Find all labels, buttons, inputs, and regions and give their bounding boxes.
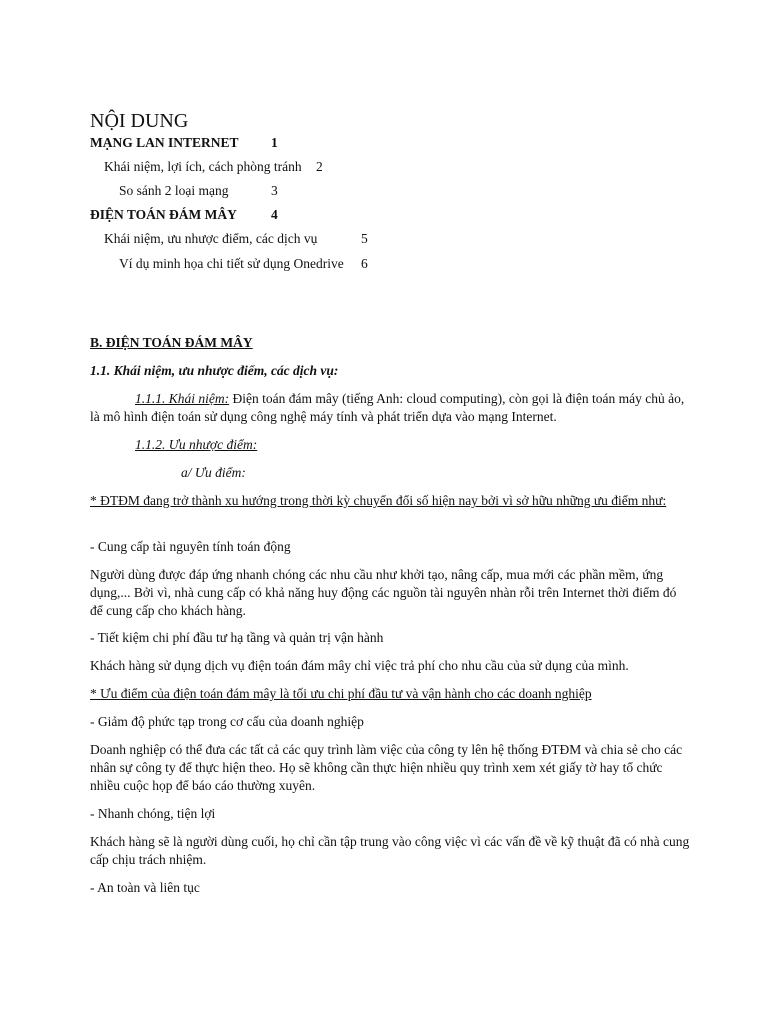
sub-heading: 1.1. Khái niệm, ưu nhược điểm, các dịch vụ:	[90, 363, 339, 378]
definition-text: Điện toán đám mây (tiếng Anh: cloud computing), còn gọi là điện toán máy chủ ảo, là mô hình điện toán sử dụng công nghệ máy tính và phát triển dựa vào mạng Internet.	[90, 391, 685, 424]
paragraph-7: - Giảm độ phức tạp trong cơ cấu của doanh nghiệp	[90, 714, 364, 729]
paragraph-3: Người dùng được đáp ứng nhanh chóng các nhu cầu như khởi tạo, nâng cấp, mua mới các phần mềm, ứng dụng,... Bởi vì, nhà cung cấp có khả năng huy động các nguồn tài nguyên nhàn rỗi trên Internet thời điểm đó để cung cấp cho khách hàng.	[90, 567, 677, 618]
advantages-label: a/ Ưu điểm:	[181, 465, 246, 480]
toc-entry-page: 1	[271, 135, 278, 150]
toc-entry-page: 5	[361, 231, 368, 246]
toc-entry-page: 2	[316, 159, 323, 174]
toc-entry-5: Khái niệm, ưu nhược điểm, các dịch vụ	[104, 231, 318, 246]
paragraph-11: - An toàn và liên tục	[90, 880, 200, 895]
paragraph-8: Doanh nghiệp có thể đưa các tất cả các quy trình làm việc của công ty lên hệ thống ĐTĐM và chia sẻ cho các nhân sự công ty để thực hiện theo. Họ sẽ không cần thực hiện nhiều quy trình xem xét giấy tờ hay tổ chức nhiều cuộc họp để báo cáo thường xuyên.	[90, 742, 683, 793]
paragraph-10: Khách hàng sẽ là người dùng cuối, họ chỉ cần tập trung vào công việc vì các vấn đề về kỹ thuật đã có nhà cung cấp chịu trách nhiệm.	[90, 834, 690, 867]
toc-entry-1	[90, 135, 239, 151]
toc-entry-label: MẠNG LAN INTERNET	[90, 135, 239, 150]
definition-label: 1.1.1. Khái niệm:	[135, 391, 230, 406]
paragraph-5: Khách hàng sử dụng dịch vụ điện toán đám mây chỉ việc trả phí cho nhu cầu của sử dụng của mình.	[90, 658, 629, 673]
paragraph-2: - Cung cấp tài nguyên tính toán động	[90, 539, 291, 554]
toc-entry-6: Ví dụ minh họa chi tiết sử dụng Onedrive	[119, 256, 344, 271]
toc-entry-2: Khái niệm, lợi ích, cách phòng tránh	[104, 159, 302, 174]
definition-paragraph	[90, 390, 690, 426]
toc-entry-3: So sánh 2 loại mạng	[119, 183, 229, 198]
paragraph-4: - Tiết kiệm chi phí đầu tư hạ tầng và quản trị vận hành	[90, 630, 384, 645]
toc-entry-page: 6	[361, 256, 368, 271]
toc-entry-4: ĐIỆN TOÁN ĐÁM MÂY	[90, 207, 237, 222]
paragraph-9: - Nhanh chóng, tiện lợi	[90, 806, 216, 821]
toc-title: NỘI DUNG	[90, 110, 189, 132]
section-heading: B. ĐIỆN TOÁN ĐÁM MÂY	[90, 335, 253, 350]
toc-entry-page: 3	[271, 183, 278, 198]
paragraph-6: * Ưu điểm của điện toán đám mây là tối ưu chi phí đầu tư và vận hành cho các doanh nghiệp	[90, 686, 592, 701]
pros-cons-label: 1.1.2. Ưu nhược điểm:	[135, 437, 258, 452]
toc-entry-page: 4	[271, 207, 278, 222]
paragraph-1: * ĐTĐM đang trở thành xu hướng trong thời kỳ chuyển đổi số hiện nay bởi vì sở hữu những ưu điểm như:	[90, 493, 667, 508]
